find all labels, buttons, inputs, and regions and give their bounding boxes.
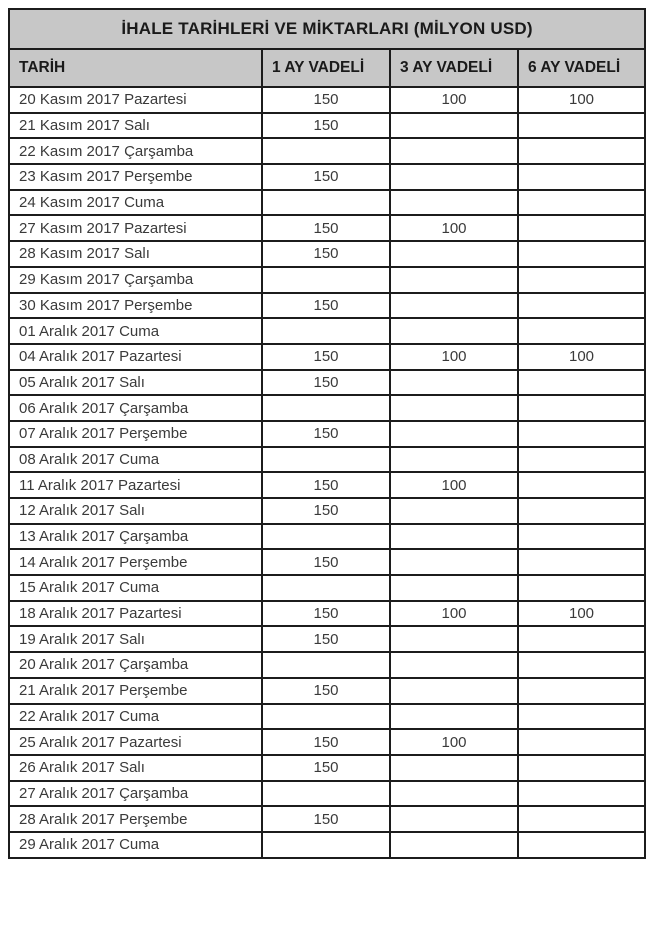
table-row — [9, 447, 645, 473]
table-row — [9, 395, 645, 421]
value-cell-6m — [518, 729, 645, 755]
date-cell: 13 Aralık 2017 Çarşamba — [9, 524, 262, 550]
value-cell-1m: 150 — [262, 472, 390, 498]
value-cell-3m — [390, 498, 518, 524]
value-cell-6m — [518, 472, 645, 498]
value-cell-1m — [262, 704, 390, 730]
value-cell-3m — [390, 832, 518, 858]
date-cell: 12 Aralık 2017 Salı — [9, 498, 262, 524]
value-cell-3m — [390, 138, 518, 164]
value-cell-3m — [390, 524, 518, 550]
table-row — [9, 575, 645, 601]
value-cell-6m — [518, 164, 645, 190]
value-cell-6m — [518, 113, 645, 139]
value-cell-6m — [518, 781, 645, 807]
date-cell: 06 Aralık 2017 Çarşamba — [9, 395, 262, 421]
value-cell-6m: 100 — [518, 344, 645, 370]
value-cell-3m — [390, 678, 518, 704]
value-cell-1m: 150 — [262, 421, 390, 447]
value-cell-1m: 150 — [262, 601, 390, 627]
value-cell-3m — [390, 704, 518, 730]
date-cell: 04 Aralık 2017 Pazartesi — [9, 344, 262, 370]
table-row — [9, 806, 645, 832]
table-row — [9, 190, 645, 216]
table-title: İHALE TARİHLERİ VE MİKTARLARI (MİLYON USD) — [9, 9, 645, 49]
date-cell: 19 Aralık 2017 Salı — [9, 626, 262, 652]
value-cell-6m — [518, 138, 645, 164]
table-row — [9, 524, 645, 550]
value-cell-1m: 150 — [262, 729, 390, 755]
value-cell-1m — [262, 575, 390, 601]
date-cell: 07 Aralık 2017 Perşembe — [9, 421, 262, 447]
column-header-6m: 6 AY VADELİ — [518, 49, 645, 87]
date-cell: 27 Aralık 2017 Çarşamba — [9, 781, 262, 807]
value-cell-3m — [390, 806, 518, 832]
value-cell-1m — [262, 652, 390, 678]
table-row — [9, 626, 645, 652]
title-row — [9, 9, 645, 49]
date-cell: 01 Aralık 2017 Cuma — [9, 318, 262, 344]
value-cell-6m — [518, 575, 645, 601]
value-cell-6m — [518, 370, 645, 396]
value-cell-3m — [390, 447, 518, 473]
value-cell-3m: 100 — [390, 729, 518, 755]
date-cell: 29 Aralık 2017 Cuma — [9, 832, 262, 858]
column-header-3m: 3 AY VADELİ — [390, 49, 518, 87]
date-cell: 28 Kasım 2017 Salı — [9, 241, 262, 267]
table-row — [9, 87, 645, 113]
table-row — [9, 729, 645, 755]
value-cell-6m — [518, 293, 645, 319]
value-cell-1m — [262, 138, 390, 164]
table-row — [9, 370, 645, 396]
column-header-1m: 1 AY VADELİ — [262, 49, 390, 87]
value-cell-1m: 150 — [262, 755, 390, 781]
value-cell-6m — [518, 421, 645, 447]
table-row — [9, 344, 645, 370]
value-cell-3m: 100 — [390, 344, 518, 370]
value-cell-6m — [518, 755, 645, 781]
date-cell: 21 Kasım 2017 Salı — [9, 113, 262, 139]
value-cell-6m — [518, 626, 645, 652]
date-cell: 20 Aralık 2017 Çarşamba — [9, 652, 262, 678]
column-header-date: TARİH — [9, 49, 262, 87]
date-cell: 27 Kasım 2017 Pazartesi — [9, 215, 262, 241]
value-cell-3m — [390, 652, 518, 678]
value-cell-3m — [390, 370, 518, 396]
value-cell-1m — [262, 524, 390, 550]
date-cell: 22 Kasım 2017 Çarşamba — [9, 138, 262, 164]
value-cell-1m: 150 — [262, 806, 390, 832]
value-cell-6m — [518, 267, 645, 293]
value-cell-6m: 100 — [518, 601, 645, 627]
table-row — [9, 164, 645, 190]
value-cell-1m: 150 — [262, 293, 390, 319]
date-cell: 05 Aralık 2017 Salı — [9, 370, 262, 396]
date-cell: 26 Aralık 2017 Salı — [9, 755, 262, 781]
value-cell-6m — [518, 318, 645, 344]
value-cell-1m — [262, 781, 390, 807]
date-cell: 14 Aralık 2017 Perşembe — [9, 549, 262, 575]
value-cell-6m — [518, 678, 645, 704]
date-cell: 18 Aralık 2017 Pazartesi — [9, 601, 262, 627]
table-body — [9, 87, 645, 858]
date-cell: 11 Aralık 2017 Pazartesi — [9, 472, 262, 498]
value-cell-6m — [518, 832, 645, 858]
value-cell-3m — [390, 267, 518, 293]
value-cell-1m — [262, 832, 390, 858]
value-cell-3m: 100 — [390, 472, 518, 498]
value-cell-1m — [262, 318, 390, 344]
value-cell-3m — [390, 113, 518, 139]
value-cell-3m — [390, 549, 518, 575]
value-cell-3m — [390, 421, 518, 447]
date-cell: 23 Kasım 2017 Perşembe — [9, 164, 262, 190]
table-row — [9, 678, 645, 704]
value-cell-1m: 150 — [262, 549, 390, 575]
value-cell-3m — [390, 318, 518, 344]
value-cell-3m: 100 — [390, 87, 518, 113]
table-row — [9, 293, 645, 319]
value-cell-3m — [390, 190, 518, 216]
table-row — [9, 215, 645, 241]
value-cell-1m — [262, 447, 390, 473]
value-cell-6m — [518, 549, 645, 575]
table-row — [9, 781, 645, 807]
table-row — [9, 267, 645, 293]
value-cell-6m — [518, 806, 645, 832]
value-cell-3m — [390, 395, 518, 421]
value-cell-6m — [518, 524, 645, 550]
value-cell-1m: 150 — [262, 344, 390, 370]
table-row — [9, 498, 645, 524]
value-cell-3m — [390, 241, 518, 267]
value-cell-1m: 150 — [262, 626, 390, 652]
value-cell-1m: 150 — [262, 215, 390, 241]
value-cell-6m — [518, 498, 645, 524]
date-cell: 15 Aralık 2017 Cuma — [9, 575, 262, 601]
value-cell-1m — [262, 267, 390, 293]
date-cell: 20 Kasım 2017 Pazartesi — [9, 87, 262, 113]
value-cell-3m: 100 — [390, 601, 518, 627]
table-row — [9, 113, 645, 139]
table-row — [9, 421, 645, 447]
table-row — [9, 472, 645, 498]
table-row — [9, 318, 645, 344]
value-cell-3m — [390, 575, 518, 601]
date-cell: 24 Kasım 2017 Cuma — [9, 190, 262, 216]
date-cell: 25 Aralık 2017 Pazartesi — [9, 729, 262, 755]
column-header-row — [9, 49, 645, 87]
value-cell-6m — [518, 704, 645, 730]
value-cell-1m: 150 — [262, 370, 390, 396]
value-cell-1m — [262, 395, 390, 421]
value-cell-6m — [518, 241, 645, 267]
value-cell-6m — [518, 447, 645, 473]
table-row — [9, 549, 645, 575]
table-row — [9, 832, 645, 858]
value-cell-6m — [518, 215, 645, 241]
auction-schedule-table — [8, 8, 646, 859]
table-row — [9, 138, 645, 164]
value-cell-3m — [390, 293, 518, 319]
table-row — [9, 601, 645, 627]
value-cell-1m: 150 — [262, 678, 390, 704]
value-cell-1m: 150 — [262, 87, 390, 113]
value-cell-1m: 150 — [262, 113, 390, 139]
value-cell-3m — [390, 164, 518, 190]
date-cell: 21 Aralık 2017 Perşembe — [9, 678, 262, 704]
value-cell-3m: 100 — [390, 215, 518, 241]
value-cell-6m — [518, 190, 645, 216]
value-cell-6m — [518, 395, 645, 421]
value-cell-6m — [518, 652, 645, 678]
date-cell: 28 Aralık 2017 Perşembe — [9, 806, 262, 832]
table-row — [9, 755, 645, 781]
value-cell-1m — [262, 190, 390, 216]
value-cell-6m: 100 — [518, 87, 645, 113]
table-row — [9, 704, 645, 730]
table-row — [9, 652, 645, 678]
date-cell: 22 Aralık 2017 Cuma — [9, 704, 262, 730]
value-cell-1m: 150 — [262, 498, 390, 524]
value-cell-1m: 150 — [262, 164, 390, 190]
date-cell: 08 Aralık 2017 Cuma — [9, 447, 262, 473]
date-cell: 29 Kasım 2017 Çarşamba — [9, 267, 262, 293]
value-cell-3m — [390, 755, 518, 781]
value-cell-3m — [390, 781, 518, 807]
date-cell: 30 Kasım 2017 Perşembe — [9, 293, 262, 319]
table-row — [9, 241, 645, 267]
value-cell-3m — [390, 626, 518, 652]
value-cell-1m: 150 — [262, 241, 390, 267]
